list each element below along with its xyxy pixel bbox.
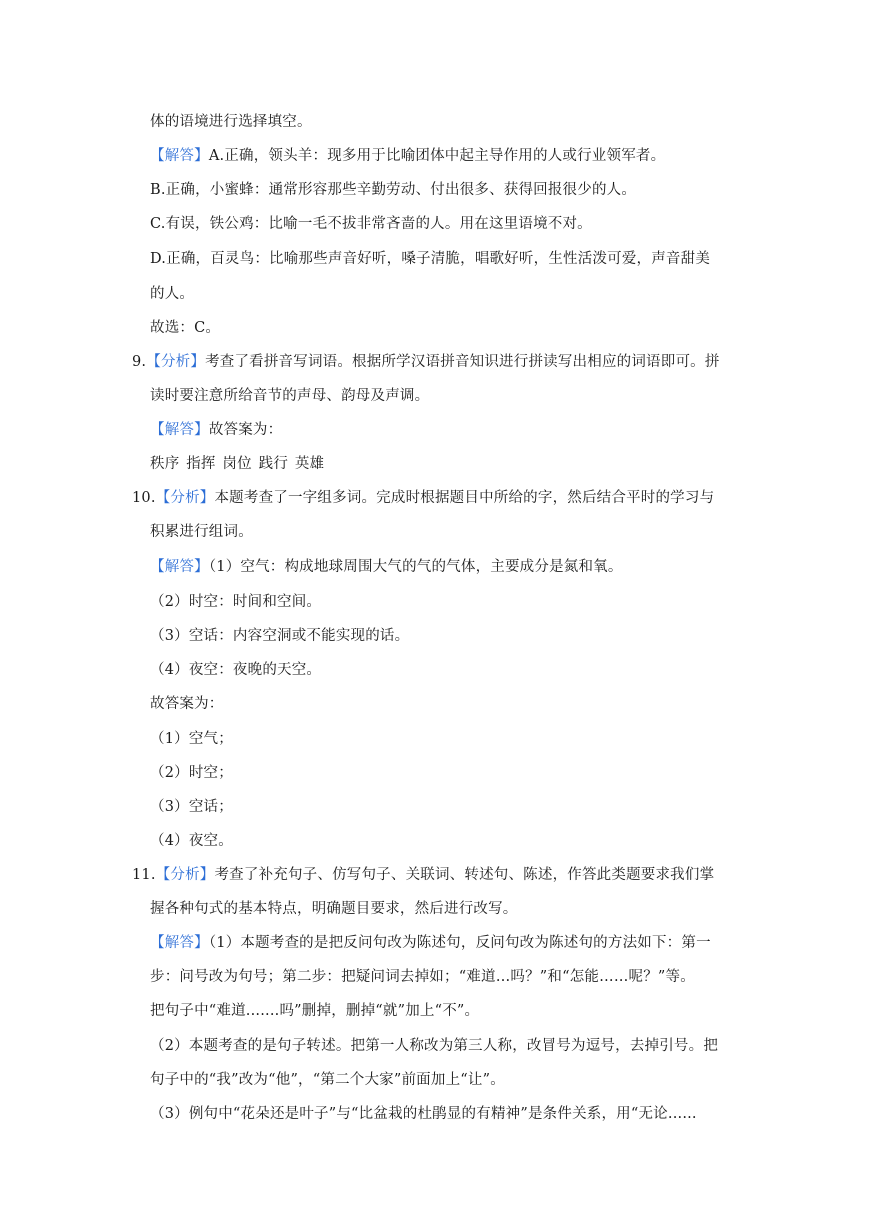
analysis-tag: 【分析】	[155, 490, 215, 506]
text-line: 读时要注意所给音节的声母、韵母及声调。	[150, 388, 430, 404]
text-line: （2）时空：时间和空间。	[150, 594, 322, 610]
question-number: 10.	[132, 490, 156, 506]
text-line: C.有误，铁公鸡：比喻一毛不拔非常吝啬的人。用在这里语境不对。	[150, 216, 592, 232]
question-11-analysis: 11.【分析】考查了补充句子、仿写句子、关联词、转述句、陈述，作答此类题要求我们掌	[132, 867, 715, 883]
text-line: 积累进行组词。	[150, 524, 253, 540]
text-line: （2）本题考查的是句子转述。把第一人称改为第三人称，改冒号为逗号，去掉引号。把	[150, 1038, 719, 1054]
text-line: （4）夜空：夜晚的天空。	[150, 662, 322, 678]
answer-line: 【解答】（1）空气：构成地球周围大气的气的气体，主要成分是氮和氧。	[150, 559, 623, 575]
text-line: （3）空话：内容空洞或不能实现的话。	[150, 628, 410, 644]
analysis-tag: 【分析】	[146, 354, 206, 370]
text-line: D.正确，百灵鸟：比喻那些声音好听，嗓子清脆，唱歌好听，生性活泼可爱，声音甜美	[150, 251, 711, 267]
text-line: 把句子中“难道.......吗”删掉，删掉“就”加上“不”。	[150, 1003, 480, 1019]
answer-tag: 【解答】	[150, 559, 209, 575]
text-line: 的人。	[150, 286, 195, 302]
answer-tag: 【解答】	[150, 935, 209, 951]
answer-tag: 【解答】	[150, 422, 209, 438]
text-line: B.正确，小蜜蜂：通常形容那些辛勤劳动、付出很多、获得回报很少的人。	[150, 182, 637, 198]
text-line: 体的语境进行选择填空。	[150, 114, 312, 130]
analysis-tag: 【分析】	[155, 867, 215, 883]
text-line: （3）空话；	[150, 799, 233, 815]
answer-tag: 【解答】	[150, 148, 209, 164]
question-number: 11.	[132, 867, 156, 883]
answer-line: 【解答】A.正确，领头羊：现多用于比喻团体中起主导作用的人或行业领军者。	[150, 148, 666, 164]
text-line: （2）时空；	[150, 765, 233, 781]
answer-line: 【解答】（1）本题考查的是把反问句改为陈述句，反问句改为陈述句的方法如下：第一	[150, 935, 711, 951]
text-line: 句子中的“我”改为“他”，“第二个大家”前面加上“让”。	[150, 1072, 505, 1088]
text-line: （3）例句中“花朵还是叶子”与“比盆栽的杜鹃显的有精神”是条件关系，用“无论......	[150, 1106, 697, 1122]
answer-line: 【解答】故答案为：	[150, 422, 283, 438]
text-line: （1）空气；	[150, 731, 233, 747]
question-number: 9.	[132, 354, 147, 370]
text-line: 秩序 指挥 岗位 践行 英雄	[150, 456, 325, 472]
text-line: （4）夜空。	[150, 833, 233, 849]
question-9-analysis: 9.【分析】考查了看拼音写词语。根据所学汉语拼音知识进行拼读写出相应的词语即可。拼	[132, 354, 720, 370]
text-line: 故答案为：	[150, 696, 224, 712]
text-line: 故选：C。	[150, 320, 221, 336]
text-line: 步：问号改为句号；第二步：把疑问词去掉如；“难道…吗？”和“怎能……呢？”等。	[150, 969, 695, 985]
text-line: 握各种句式的基本特点，明确题目要求，然后进行改写。	[150, 901, 518, 917]
question-10-analysis: 10.【分析】本题考查了一字组多词。完成时根据题目中所给的字，然后结合平时的学习与	[132, 490, 715, 506]
